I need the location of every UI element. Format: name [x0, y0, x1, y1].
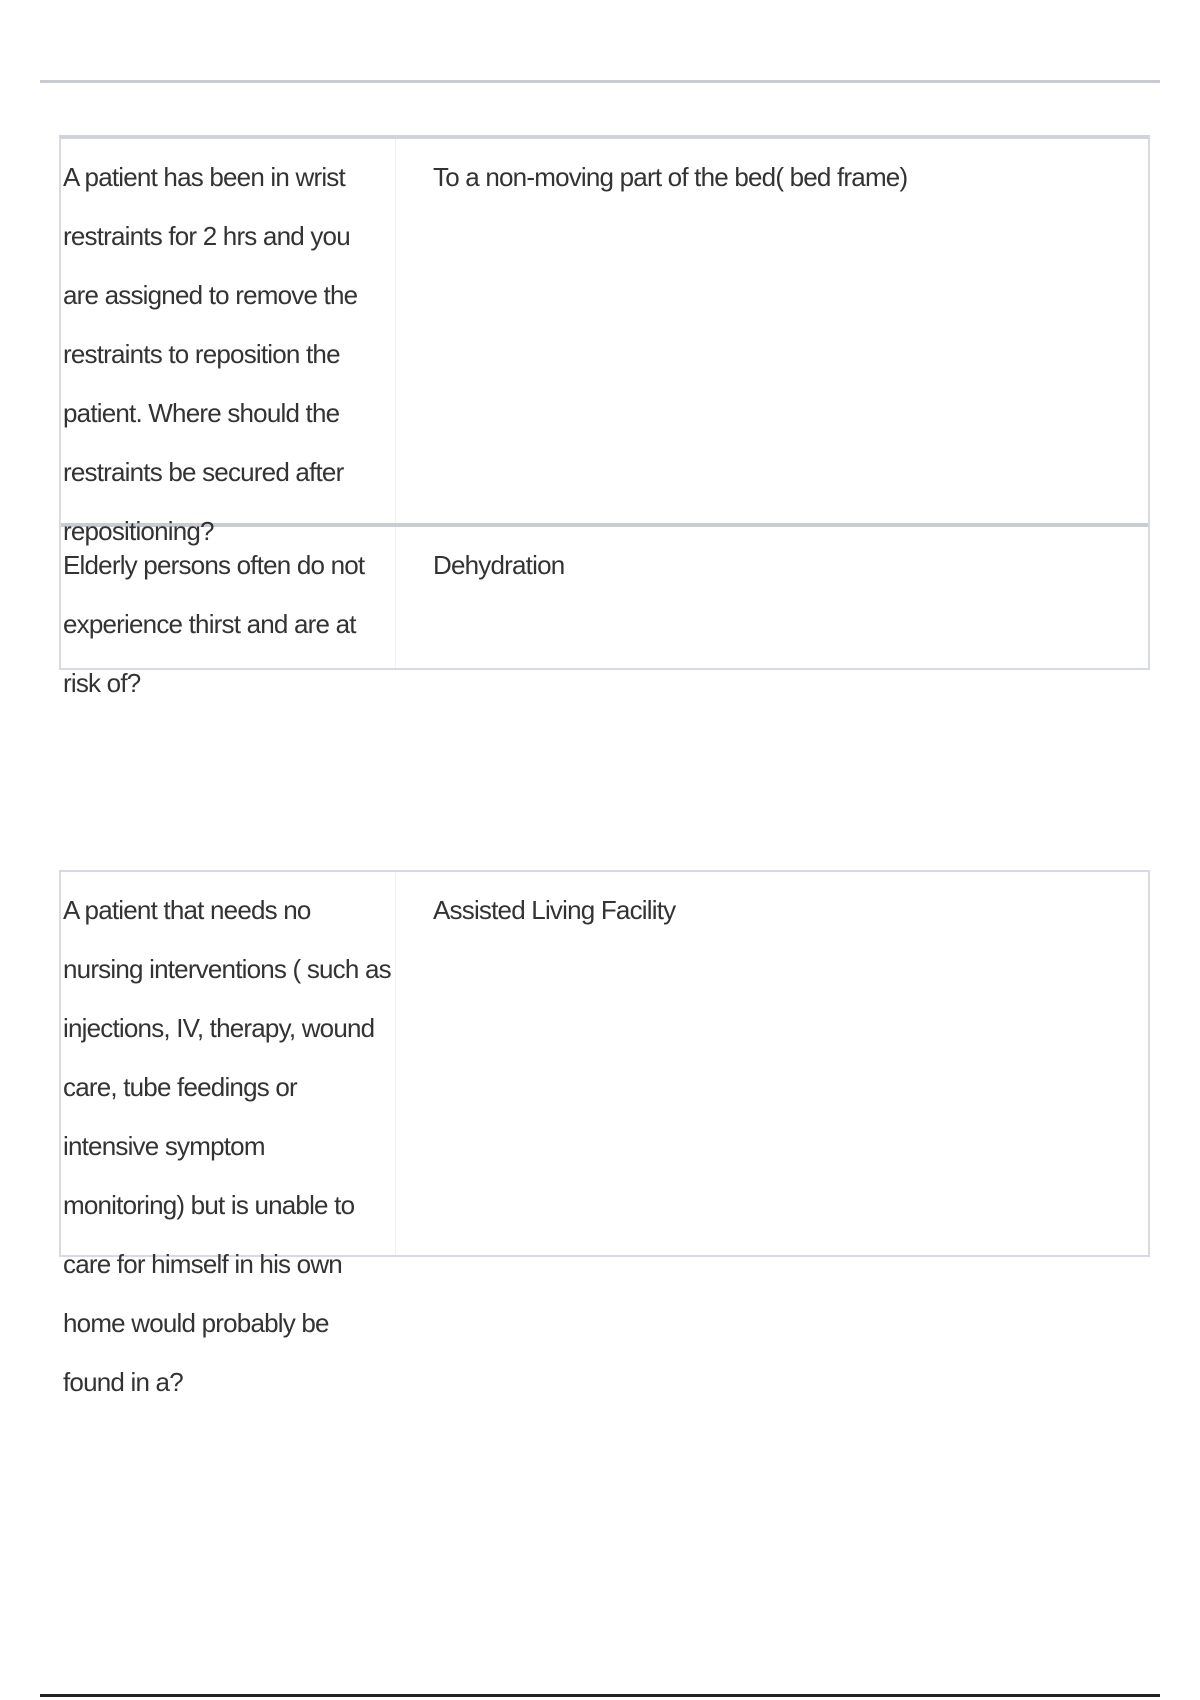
flashcard-set-1 [59, 135, 1150, 698]
definition-text: Assisted Living Facility [433, 895, 676, 925]
top-divider [40, 80, 1160, 83]
flashcard-row [61, 139, 1148, 546]
flashcard-set-2 [59, 870, 1150, 1397]
definition-text: To a non-moving part of the bed( bed frame) [433, 162, 908, 192]
flashcard-row [61, 872, 1148, 1397]
flashcard-row [61, 523, 1148, 698]
term-text: A patient has been in wrist restraints for 2 hrs and you are assigned to remove the restraints to reposition the patient. Where should the restraints be secured after repositioning? [61, 139, 396, 523]
bottom-divider [40, 1694, 1160, 1697]
term-text: Elderly persons often do not experience thirst and are at risk of? [61, 527, 396, 668]
definition-text: Dehydration [433, 550, 565, 580]
term-text: A patient that needs no nursing interventions ( such as injections, IV, therapy, wound care, tube feedings or intensive symptom monitoring) but is unable to care for himself in his own home would probably be found in a? [61, 872, 396, 1255]
